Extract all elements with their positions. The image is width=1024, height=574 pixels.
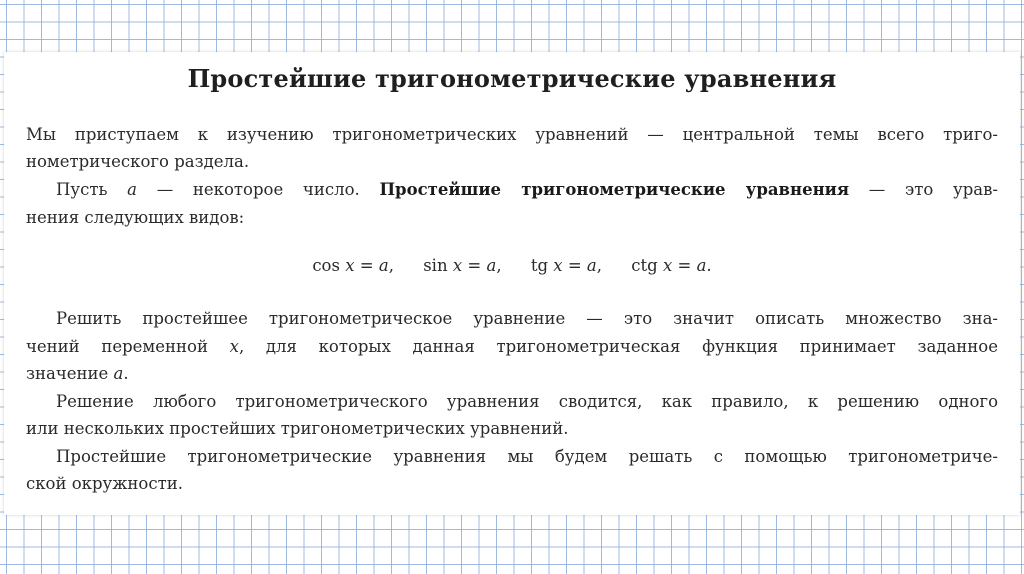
equals-sign: = xyxy=(567,256,582,275)
variable-a: a xyxy=(586,256,597,275)
paragraph-2-line-2: нения следующих видов: xyxy=(26,208,245,227)
equals-sign: = xyxy=(677,256,692,275)
paragraph-4-line-1: Решение любого тригонометрического уравнения сводится, как правило, к решению одного xyxy=(56,392,998,411)
equations-row xyxy=(4,256,1020,275)
page-title: Простейшие тригонометрические уравнения xyxy=(187,64,837,93)
variable-a: a xyxy=(486,256,497,275)
separator: . xyxy=(706,256,712,275)
text-segment: Пусть xyxy=(56,180,108,199)
content-sheet xyxy=(4,52,1020,515)
paragraph-5-line-2: ской окружности. xyxy=(26,474,183,493)
paragraph-1-line-1: Мы приступаем к изучению тригонометрических уравнений — центральной темы всего триго- xyxy=(26,125,998,144)
paragraph-4-line-2: или нескольких простейших тригонометрических уравнений. xyxy=(26,419,569,438)
separator: , xyxy=(596,256,602,275)
function-name: sin xyxy=(423,256,448,275)
equals-sign: = xyxy=(359,256,374,275)
equation-sin xyxy=(423,256,501,275)
text-segment: значение xyxy=(26,364,109,383)
variable-a: a xyxy=(127,180,137,199)
variable-x: x xyxy=(452,256,463,275)
function-name: ctg xyxy=(631,256,658,275)
paragraph-3-line-2 xyxy=(26,337,998,357)
function-name: tg xyxy=(530,256,549,275)
function-name: cos xyxy=(312,256,340,275)
variable-x: x xyxy=(553,256,563,275)
text-segment: чений переменной xyxy=(26,337,208,356)
equation-ctg xyxy=(631,256,711,275)
variable-x: x xyxy=(345,256,355,275)
text-segment: — это урав- xyxy=(868,180,998,199)
paragraph-3-line-1: Решить простейшее тригонометрическое уравнение — это значит описать множество зна- xyxy=(56,309,998,328)
paragraph-1-line-2: нометрического раздела. xyxy=(26,152,250,171)
paragraph-5-line-1: Простейшие тригонометрические уравнения мы будем решать с помощью тригонометриче- xyxy=(56,447,998,466)
equals-sign: = xyxy=(467,256,482,275)
paragraph-2-line-1 xyxy=(56,180,998,200)
text-segment: — некоторое число. xyxy=(156,180,360,199)
variable-x: x xyxy=(229,337,239,356)
variable-a: a xyxy=(113,364,124,383)
variable-a: a xyxy=(378,256,389,275)
equation-tg xyxy=(531,256,602,275)
separator: , xyxy=(496,256,502,275)
defined-term: Простейшие тригонометрические уравнения xyxy=(379,180,850,199)
text-segment: . xyxy=(123,364,129,383)
separator: , xyxy=(388,256,394,275)
variable-x: x xyxy=(662,256,673,275)
paragraph-3-line-3 xyxy=(26,364,998,384)
variable-a: a xyxy=(696,256,707,275)
text-segment: , для которых данная тригонометрическая функция принимает заданное xyxy=(238,337,998,356)
equation-cos xyxy=(312,256,394,275)
